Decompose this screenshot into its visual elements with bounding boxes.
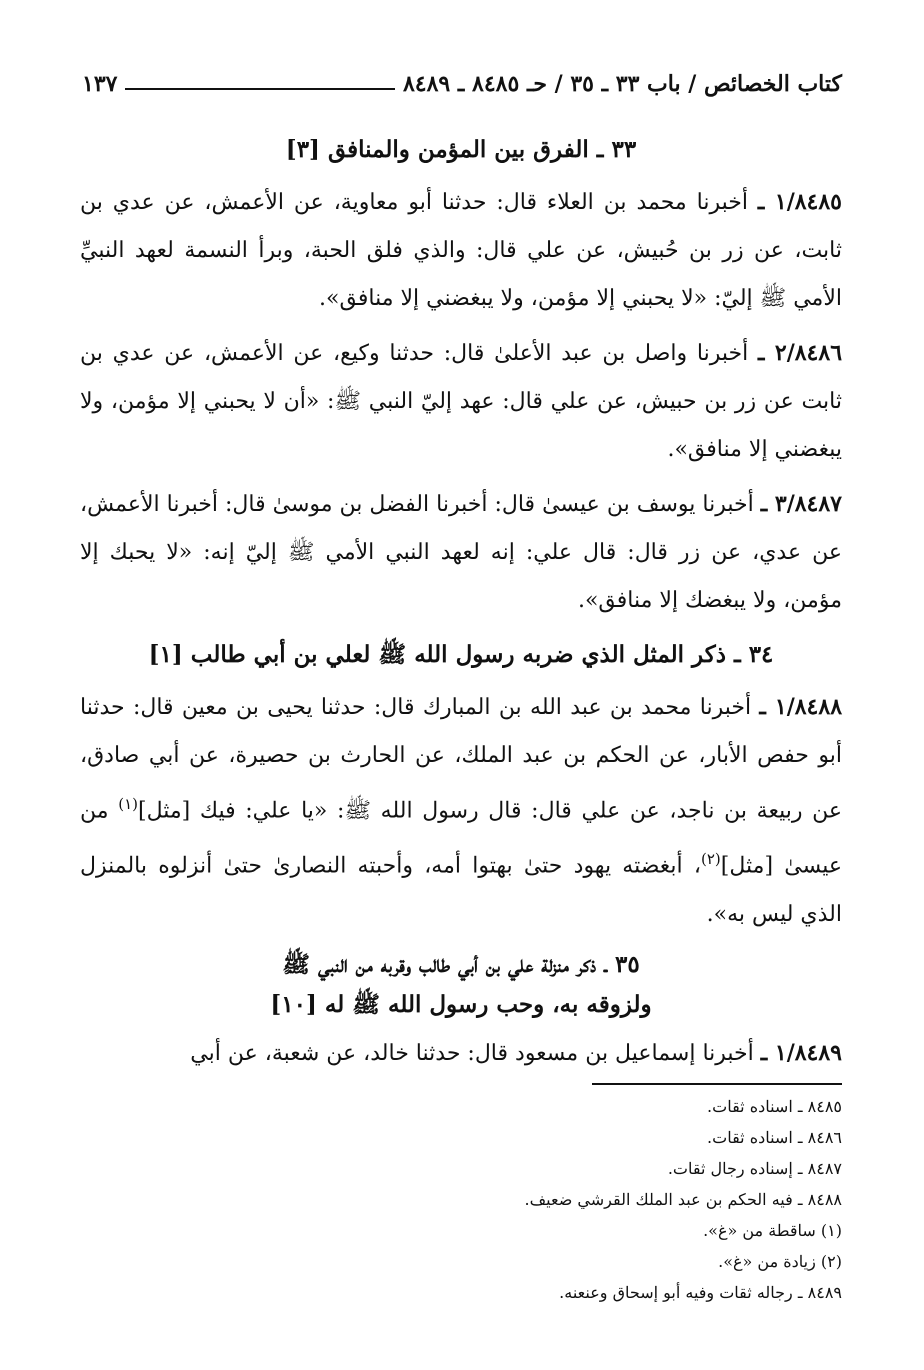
header-rule — [125, 88, 395, 90]
section-title-mark: [١٠] — [270, 990, 317, 1018]
footnote-marker: (٢) — [701, 850, 721, 869]
hadith-entry — [80, 1029, 842, 1078]
running-header-title: كتاب الخصائص / باب ٣٣ ـ ٣٥ / حـ ٨٤٨٥ ـ ٨٤٨٩ — [402, 71, 842, 97]
section-title-34 — [80, 631, 842, 679]
section-title-mark: [٣] — [285, 136, 320, 163]
hadith-text: من عيسىٰ [مثل] — [80, 798, 842, 879]
section-title-text: ٣٣ ـ الفرق بين المؤمن والمنافق — [327, 136, 637, 163]
hadith-entry — [80, 683, 842, 939]
hadith-text: أخبرنا يوسف بن عيسىٰ قال: أخبرنا الفضل بن موسىٰ قال: أخبرنا الأعمش، عن عدي، عن زر قال: قال علي: إنه لعهد النبي الأمي ﷺ إليّ إنه: «لا يحبك إلا مؤمن، ولا يبغضك إلا منافق». — [80, 492, 842, 613]
footnotes — [80, 1083, 842, 1308]
hadith-entry — [80, 329, 842, 474]
section-title-line — [80, 985, 842, 1025]
footnote-line: (٢) زيادة من «غ». — [718, 1252, 842, 1271]
footnote-line: ٨٤٨٦ ـ اسناده ثقات. — [707, 1128, 842, 1147]
running-header — [82, 64, 842, 104]
hadith-entry — [80, 480, 842, 625]
section-title-text: ولزوقه به، وحب رسول الله ﷺ له — [324, 990, 652, 1018]
footnote-line: (١) ساقطة من «غ». — [703, 1221, 842, 1240]
hadith-number: ١/٨٤٨٥ ـ — [757, 189, 842, 215]
hadith-text: أخبرنا إسماعيل بن مسعود قال: حدثنا خالد، عن شعبة، عن أبي — [190, 1040, 754, 1066]
footnote-line: ٨٤٨٨ ـ فيه الحكم بن عبد الملك القرشي ضعيف. — [524, 1190, 842, 1209]
hadith-number: ١/٨٤٨٩ ـ — [760, 1039, 842, 1066]
hadith-text: أخبرنا محمد بن عبد الله بن المبارك قال: حدثنا يحيى بن معين قال: حدثنا أبو حفص الأبار، عن الحكم بن عبد الملك، عن الحارث بن حصيرة، عن أبي صادق، عن ربيعة بن ناجد، عن علي قال: قال رسول الله ﷺ: «يا علي: فيك [مثل] — [80, 695, 843, 824]
section-title-35 — [80, 945, 842, 1025]
main-text — [80, 122, 842, 1084]
footnote-marker: (١) — [118, 795, 138, 813]
hadith-number: ٢/٨٤٨٦ ـ — [758, 340, 843, 366]
page-number: ١٣٧ — [82, 71, 118, 97]
section-title-33 — [80, 126, 842, 174]
footnote-line: ٨٤٨٩ ـ رجاله ثقات وفيه أبو إسحاق وعنعنه. — [559, 1283, 842, 1302]
section-title-text: ٣٤ ـ ذكر المثل الذي ضربه رسول الله ﷺ لعلي بن أبي طالب — [190, 641, 774, 668]
footnote-line: ٨٤٨٧ ـ إسناده رجال ثقات. — [667, 1159, 842, 1178]
footnote-rule — [592, 1083, 842, 1085]
hadith-number: ٣/٨٤٨٧ ـ — [760, 491, 842, 517]
hadith-entry — [80, 178, 842, 323]
section-title-line: ٣٥ ـ ذكر منزلة علي بن أبي طالب وقربه من النبي ﷺ — [282, 950, 640, 978]
section-title-mark: [١] — [148, 641, 183, 668]
hadith-text: أخبرنا محمد بن العلاء قال: حدثنا أبو معاوية، عن الأعمش، عن عدي بن ثابت، عن زر بن حُبيش، عن علي قال: والذي فلق الحبة، وبرأ النسمة لعهد النبيِّ الأمي ﷺ إليّ: «لا يحبني إلا مؤمن، ولا يبغضني إلا منافق». — [80, 190, 842, 311]
hadith-text: ، أبغضته يهود حتىٰ بهتوا أمه، وأحبته النصارىٰ حتىٰ أنزلوه بالمنزل الذي ليس به». — [80, 853, 842, 927]
footnote-line: ٨٤٨٥ ـ اسناده ثقات. — [707, 1097, 842, 1116]
hadith-number: ١/٨٤٨٨ ـ — [759, 694, 843, 720]
hadith-text: أخبرنا واصل بن عبد الأعلىٰ قال: حدثنا وكيع، عن الأعمش، عن عدي بن ثابت عن زر بن حبيش، عن علي قال: عهد إليّ النبي ﷺ: «أن لا يحبني إلا مؤمن، ولا يبغضني إلا منافق». — [80, 341, 842, 462]
